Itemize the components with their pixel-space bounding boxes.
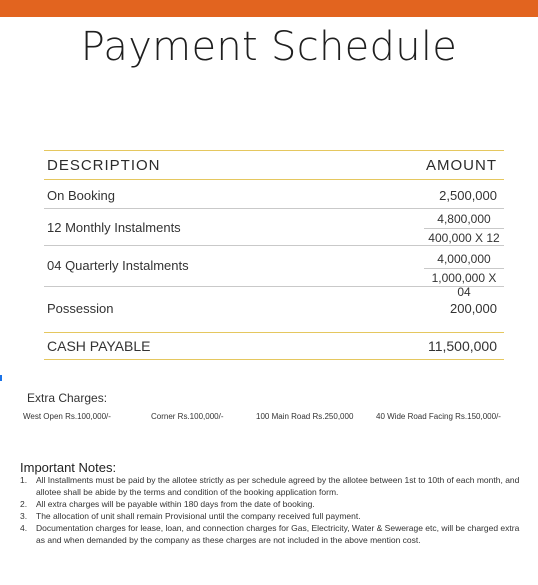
note-text: Documentation charges for lease, loan, and connection charges for Gas, Electricity, Water & Sewerage etc, will be charged extra as and when demanded by the company as these charges are not included in the above mention cost. <box>36 523 520 545</box>
top-accent-bar <box>0 0 538 17</box>
table-row <box>44 246 504 299</box>
note-item <box>20 498 530 510</box>
row-breakdown: 1,000,000 X 04 <box>431 271 497 299</box>
row-description: Possession <box>47 301 114 316</box>
payment-schedule-table <box>44 150 504 360</box>
notes-title: Important Notes: <box>20 460 117 475</box>
note-item <box>20 510 530 522</box>
row-amount-stack <box>424 212 504 245</box>
row-breakdown: 400,000 X 12 <box>428 231 500 245</box>
row-amount: 2,500,000 <box>439 188 497 203</box>
row-description: 04 Quarterly Instalments <box>47 258 189 273</box>
table-row <box>44 180 504 209</box>
notes-list <box>20 474 530 546</box>
total-description: CASH PAYABLE <box>47 338 151 354</box>
extra-charge-item: 40 Wide Road Facing Rs.150,000/- <box>376 412 501 421</box>
row-amount: 4,800,000 <box>424 212 504 229</box>
table-row <box>44 287 504 325</box>
row-amount: 4,000,000 <box>424 252 504 269</box>
row-description: 12 Monthly Instalments <box>47 220 181 235</box>
header-amount: AMOUNT <box>426 157 497 174</box>
extra-charges-title: Extra Charges: <box>27 391 108 405</box>
row-description: On Booking <box>47 188 115 203</box>
note-number: 1. <box>20 475 28 485</box>
extra-charge-item: 100 Main Road Rs.250,000 <box>256 412 354 421</box>
note-number: 2. <box>20 499 28 509</box>
page-title: Payment Schedule <box>80 24 458 70</box>
extra-charge-item: Corner Rs.100,000/- <box>151 412 224 421</box>
note-item <box>20 474 530 498</box>
note-item <box>20 522 530 546</box>
note-number: 4. <box>20 523 28 533</box>
note-number: 3. <box>20 511 28 521</box>
extra-charge-item: West Open Rs.100,000/- <box>23 412 111 421</box>
header-description: DESCRIPTION <box>47 157 161 174</box>
note-text: All Installments must be paid by the allotee strictly as per schedule agreed by the allotee between 1st to 10th of each month, and allotee shall be abide by the terms and condition of the booking application form. <box>36 475 520 497</box>
note-text: All extra charges will be payable within 180 days from the date of booking. <box>36 499 315 509</box>
row-amount: 200,000 <box>450 301 497 316</box>
note-text: The allocation of unit shall remain Provisional until the company received full payment. <box>36 511 361 521</box>
edge-marker <box>0 375 2 381</box>
table-header <box>44 150 504 180</box>
table-total-row <box>44 332 504 360</box>
table-row <box>44 209 504 246</box>
total-amount: 11,500,000 <box>427 338 497 354</box>
